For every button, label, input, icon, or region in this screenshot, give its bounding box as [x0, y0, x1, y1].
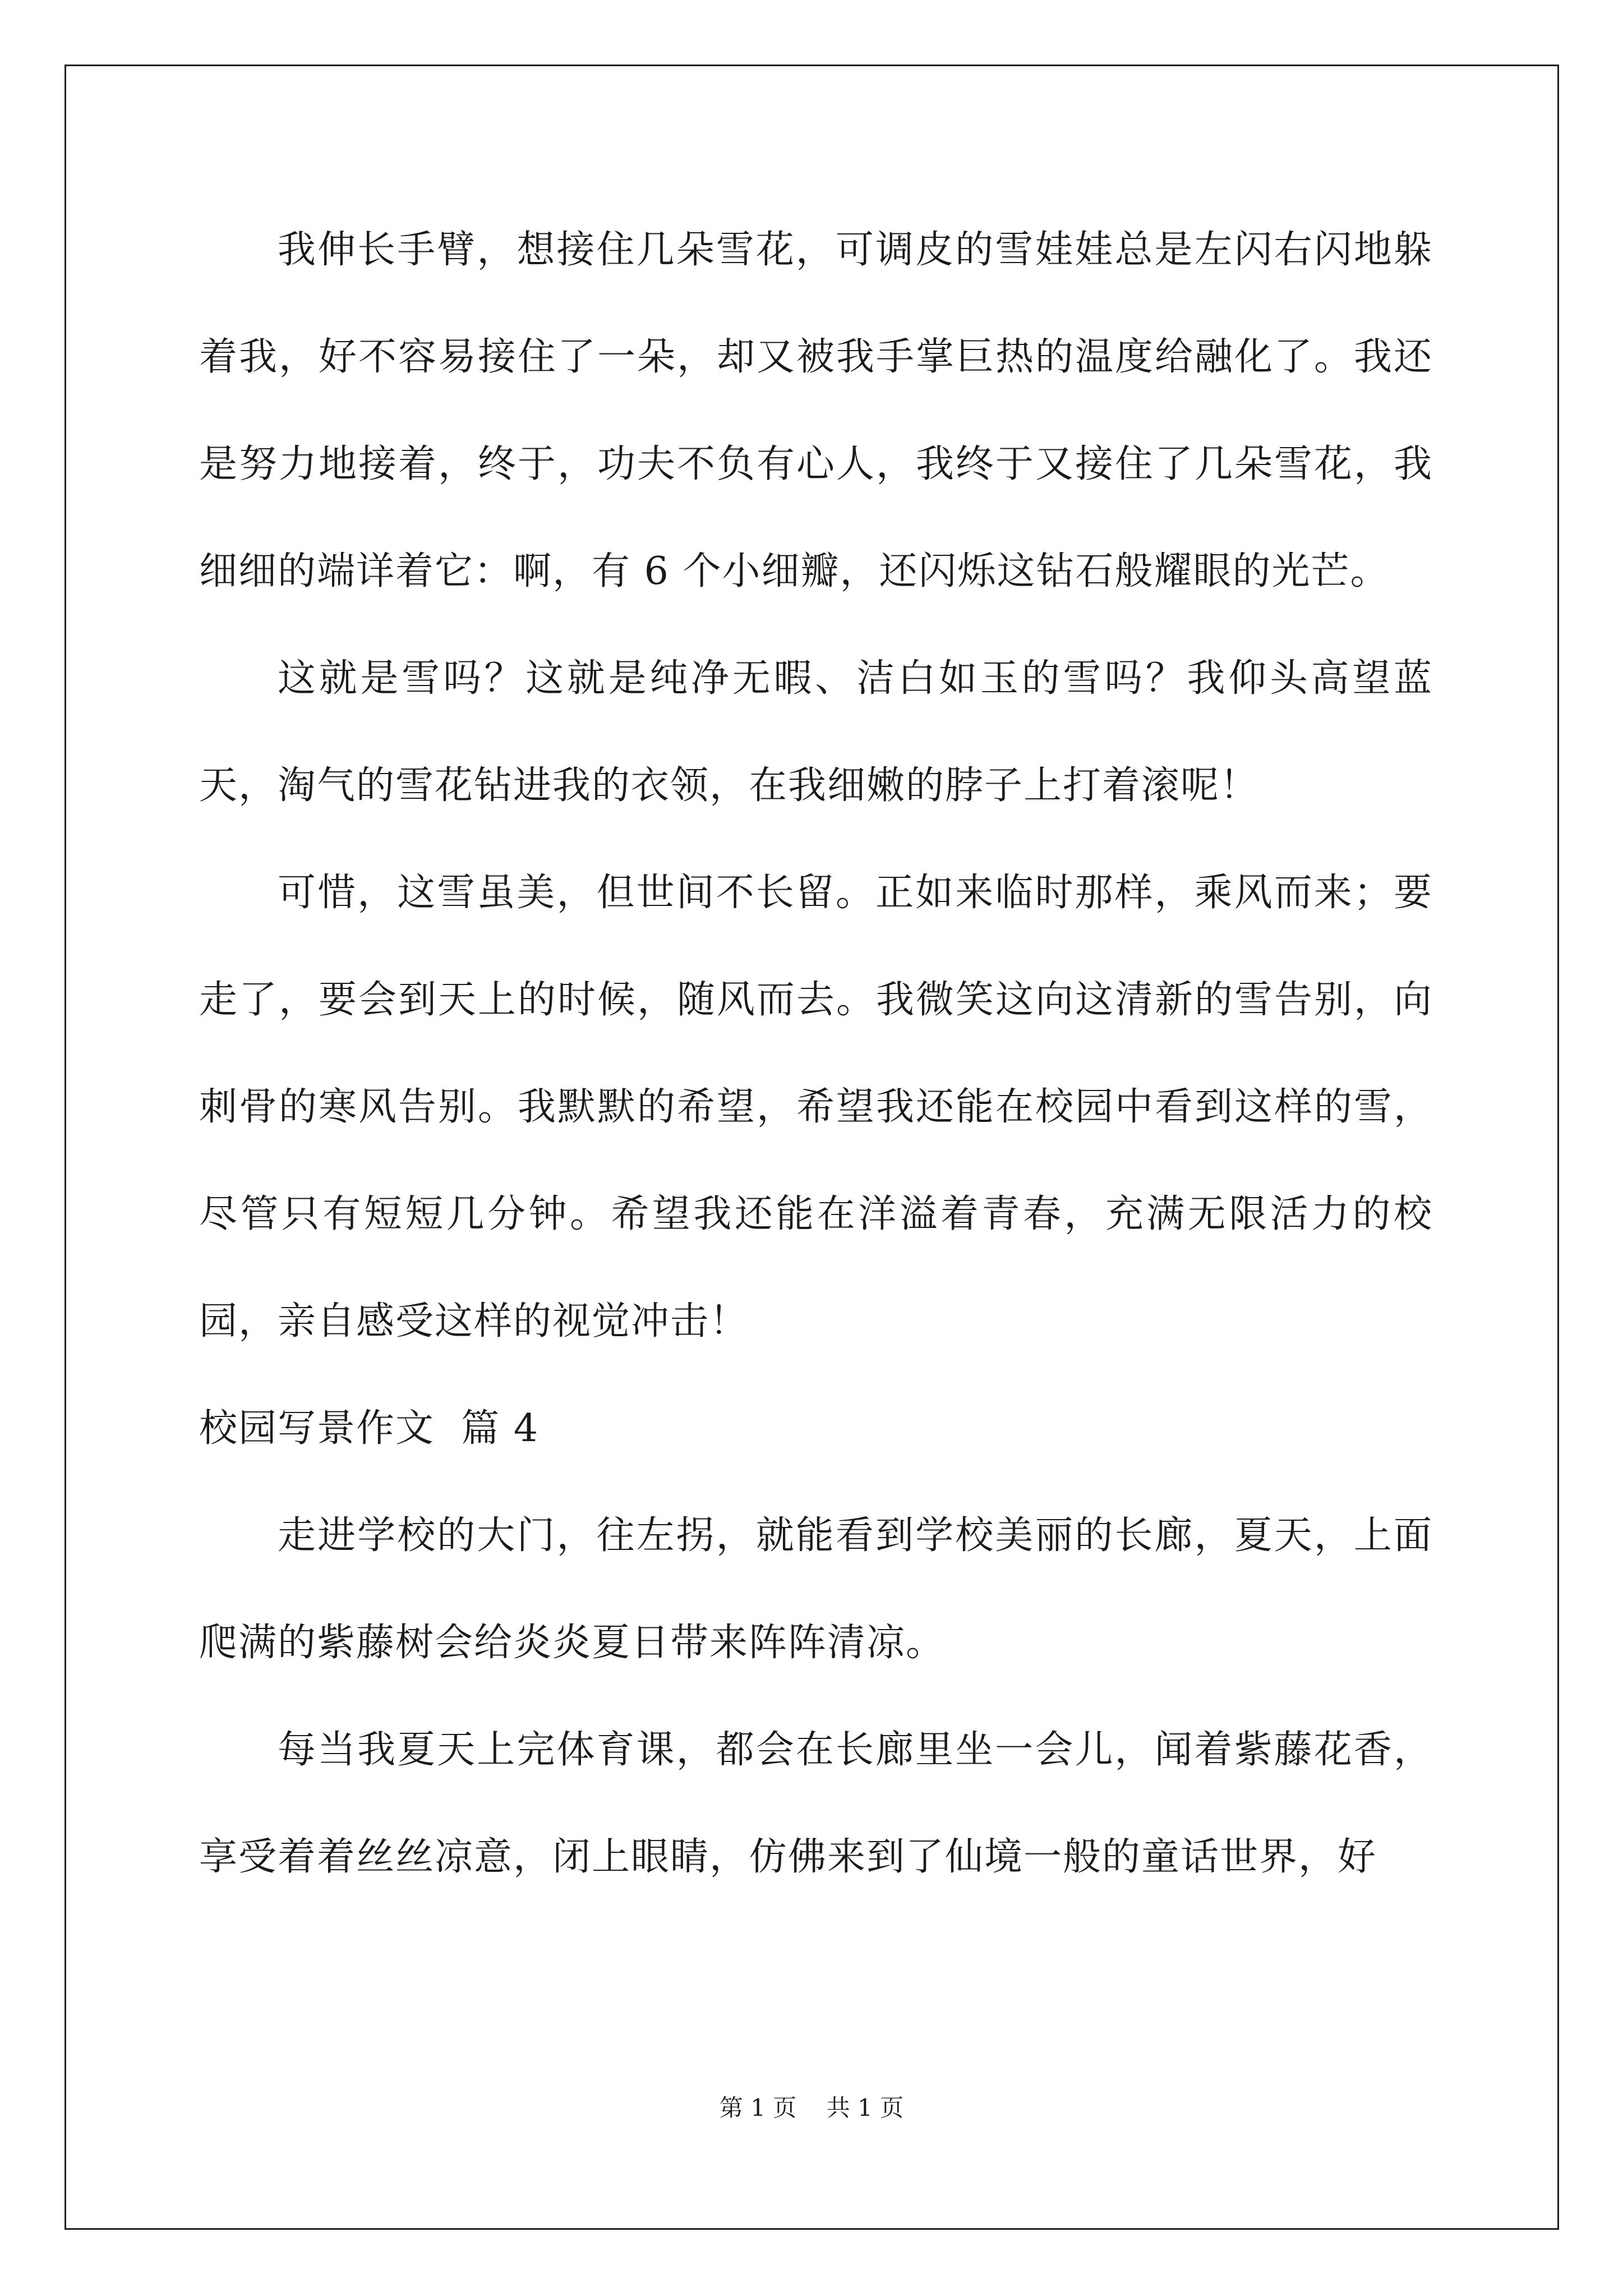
section-heading: 校园写景作文 篇 4	[199, 1406, 540, 1451]
paragraph: 可惜，这雪虽美，但世间不长留。正如来临时那样，乘风而来；要走了，要会到天上的时候，随风而去。我微笑这向这清新的雪告别，向刺骨的寒风告别。我默默的希望，希望我还能在校园中看到这样的雪，尽管只有短短几分钟。希望我还能在洋溢着青春，充满无限活力的校园，亲自感受这样的视觉冲击！	[199, 871, 1433, 1343]
page-footer: 第 1 页 共 1 页	[719, 2094, 904, 2122]
document-body	[199, 196, 1433, 1911]
paragraph: 我伸长手臂，想接住几朵雪花，可调皮的雪娃娃总是左闪右闪地躲着我，好不容易接住了一朵，却又被我手掌巨热的温度给融化了。我还是努力地接着，终于，功夫不负有心人，我终于又接住了几朵雪花，我细细的端详着它：啊，有 6 个小细瓣，还闪烁这钻石般耀眼的光芒。	[199, 228, 1433, 593]
paragraph: 这就是雪吗？这就是纯净无暇、洁白如玉的雪吗？我仰头高望蓝天，淘气的雪花钻进我的衣领，在我细嫩的脖子上打着滚呢！	[199, 656, 1433, 808]
paragraph: 每当我夏天上完体育课，都会在长廊里坐一会儿，闻着紫藤花香，享受着着丝丝凉意，闭上眼睛，仿佛来到了仙境一般的童话世界，好	[199, 1728, 1433, 1879]
paragraph: 走进学校的大门，往左拐，就能看到学校美丽的长廊，夏天，上面爬满的紫藤树会给炎炎夏日带来阵阵清凉。	[199, 1513, 1433, 1665]
